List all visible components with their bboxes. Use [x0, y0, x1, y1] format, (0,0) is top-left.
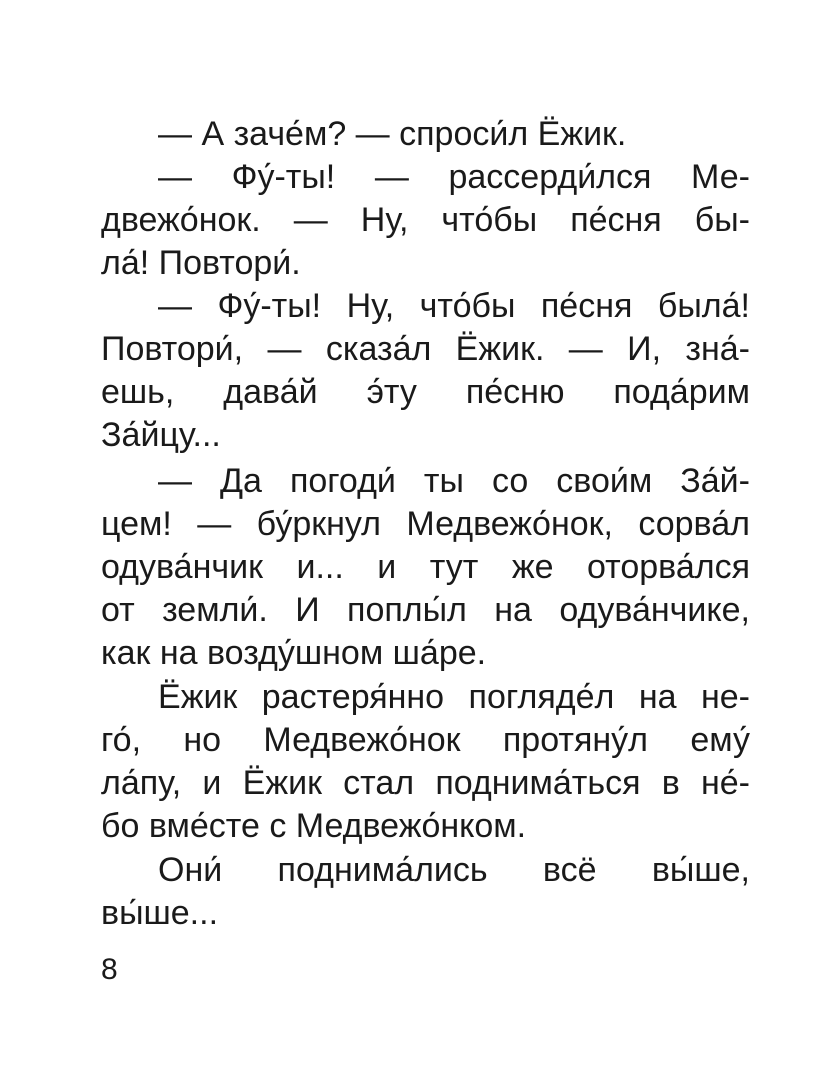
text-line: го́, но Медвежо́нок протяну́л ему́: [101, 721, 750, 759]
text-line: цем! — бу́ркнул Медвежо́нок, сорва́л: [101, 505, 750, 543]
text-line: бо вме́сте с Медвежо́нком.: [101, 807, 527, 845]
text-line: от земли́. И поплы́л на одува́нчике,: [101, 591, 750, 629]
text-line: одува́нчик и... и тут же оторва́лся: [101, 548, 750, 586]
text-line: вы́ше...: [101, 894, 219, 932]
text-line: ла́пу, и Ёжик стал поднима́ться в не́-: [101, 764, 750, 802]
text-line: ешь, дава́й э́ту пе́сню пода́рим: [101, 373, 750, 411]
text-line: ла́! Повтори́.: [101, 244, 301, 282]
text-line: — Да погоди́ ты со свои́м За́й-: [158, 462, 750, 500]
text-line: как на возду́шном ша́ре.: [101, 634, 487, 672]
text-line: Повтори́, — сказа́л Ёжик. — И, зна́-: [101, 330, 750, 368]
page-number: 8: [101, 953, 118, 986]
text-line: — Фу́-ты! — рассерди́лся Ме-: [158, 158, 750, 196]
text-line: За́йцу...: [101, 416, 221, 454]
text-line: — Фу́-ты! Ну, что́бы пе́сня была́!: [158, 287, 750, 325]
text-line: Ёжик растеря́нно погляде́л на не-: [158, 678, 750, 716]
text-line: Они́ поднима́лись всё вы́ше,: [158, 851, 750, 889]
text-line: двежо́нок. — Ну, что́бы пе́сня бы-: [101, 201, 750, 239]
text-line: — А заче́м? — спроси́л Ёжик.: [158, 115, 627, 153]
